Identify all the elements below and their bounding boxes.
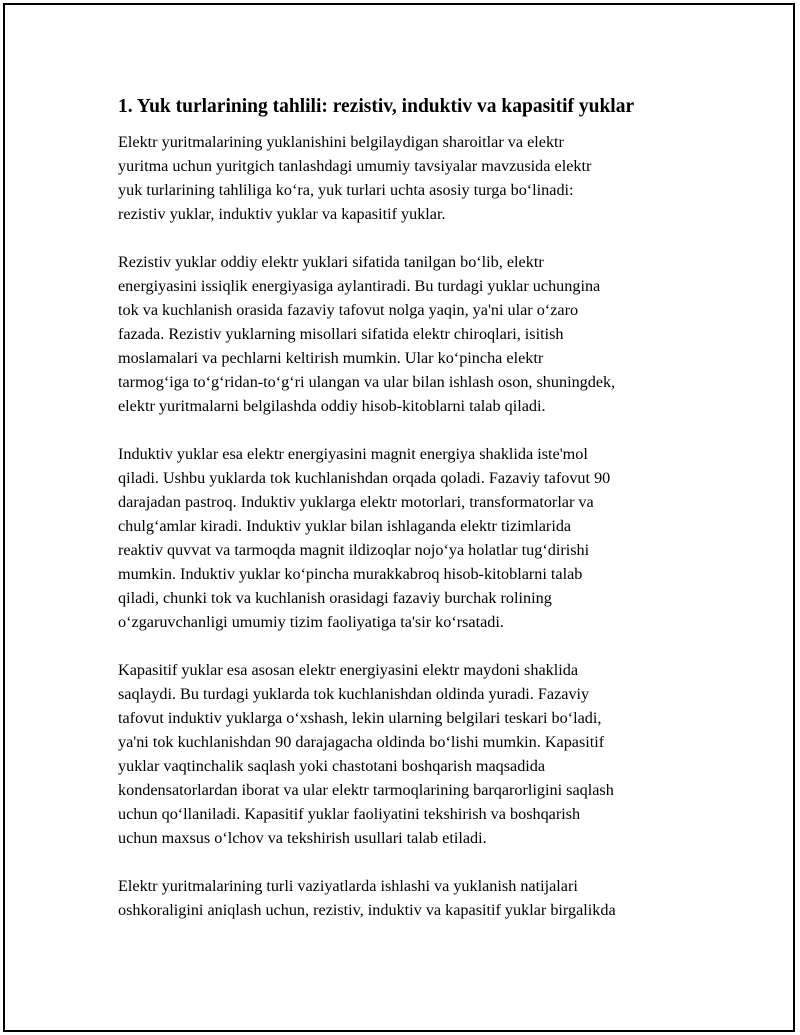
text-line: reaktiv quvvat va tarmoqda magnit ildizoqlar nojoʻya holatlar tugʻdirishi	[118, 541, 590, 559]
text-line: energiyasini issiqlik energiyasiga aylantiradi. Bu turdagi yuklar uchungina	[118, 277, 601, 295]
text-line: ya'ni tok kuchlanishdan 90 darajagacha oldinda boʻlishi mumkin. Kapasitif	[118, 733, 605, 751]
text-line: qiladi. Ushbu yuklarda tok kuchlanishdan orqada qoladi. Fazaviy tafovut 90	[118, 469, 611, 487]
text-line: yuritma uchun yuritgich tanlashdagi umumiy tavsiyalar mavzusida elektr	[118, 157, 592, 175]
text-line: fazada. Rezistiv yuklarning misollari sifatida elektr chiroqlari, isitish	[118, 325, 564, 343]
text-line: tarmogʻiga toʻgʻridan-toʻgʻri ulangan va ular bilan ishlash oson, shuningdek,	[118, 373, 616, 391]
text-line: Induktiv yuklar esa elektr energiyasini magnit energiya shaklida iste'mol	[118, 445, 588, 463]
text-line: mumkin. Induktiv yuklar koʻpincha murakkabroq hisob-kitoblarni talab	[118, 565, 583, 583]
text-line: Rezistiv yuklar oddiy elektr yuklari sifatida tanilgan boʻlib, elektr	[118, 253, 544, 271]
text-line: elektr yuritmalarni belgilashda oddiy hisob-kitoblarni talab qiladi.	[118, 397, 546, 415]
text-line: tok va kuchlanish orasida fazaviy tafovut nolga yaqin, ya'ni ular oʻzaro	[118, 301, 579, 319]
section-heading: 1. Yuk turlarining tahlili: rezistiv, induktiv va kapasitif yuklar	[118, 96, 635, 117]
text-line: Elektr yuritmalarining yuklanishini belgilaydigan sharoitlar va elektr	[118, 133, 564, 151]
text-line: oʻzgaruvchanligi umumiy tizim faoliyatiga ta'sir koʻrsatadi.	[118, 613, 504, 631]
text-line: saqlaydi. Bu turdagi yuklarda tok kuchlanishdan oldinda yuradi. Fazaviy	[118, 685, 590, 703]
paragraph-conclusion	[118, 874, 688, 922]
text-line: kondensatorlardan iborat va ular elektr tarmoqlarining barqarorligini saqlash	[118, 781, 614, 799]
text-line: tafovut induktiv yuklarga oʻxshash, lekin ularning belgilari teskari boʻladi,	[118, 709, 602, 727]
document-body	[118, 94, 688, 946]
text-line: rezistiv yuklar, induktiv yuklar va kapasitif yuklar.	[118, 205, 446, 223]
text-line: yuk turlarining tahliliga koʻra, yuk turlari uchta asosiy turga boʻlinadi:	[118, 181, 574, 199]
text-line: Elektr yuritmalarining turli vaziyatlarda ishlashi va yuklanish natijalari	[118, 877, 578, 895]
text-line: yuklar vaqtinchalik saqlash yoki chastotani boshqarish maqsadida	[118, 757, 546, 775]
text-line: Kapasitif yuklar esa asosan elektr energiyasini elektr maydoni shaklida	[118, 661, 578, 679]
text-line: uchun qoʻllaniladi. Kapasitif yuklar faoliyatini tekshirish va boshqarish	[118, 805, 581, 823]
text-line: qiladi, chunki tok va kuchlanish orasidagi fazaviy burchak rolining	[118, 589, 552, 607]
text-line: moslamalari va pechlarni keltirish mumkin. Ular koʻpincha elektr	[118, 349, 544, 367]
paragraph-resistive	[118, 250, 688, 418]
text-line: chulgʻamlar kiradi. Induktiv yuklar bilan ishlaganda elektr tizimlarida	[118, 517, 572, 535]
paragraph-capacitive	[118, 658, 688, 850]
text-line: oshkoraligini aniqlash uchun, rezistiv, induktiv va kapasitif yuklar birgalikda	[118, 901, 616, 919]
text-line: uchun maxsus oʻlchov va tekshirish usullari talab etiladi.	[118, 829, 487, 847]
paragraph-inductive	[118, 442, 688, 634]
text-line: darajadan pastroq. Induktiv yuklarga elektr motorlari, transformatorlar va	[118, 493, 594, 511]
paragraph-intro	[118, 130, 688, 226]
